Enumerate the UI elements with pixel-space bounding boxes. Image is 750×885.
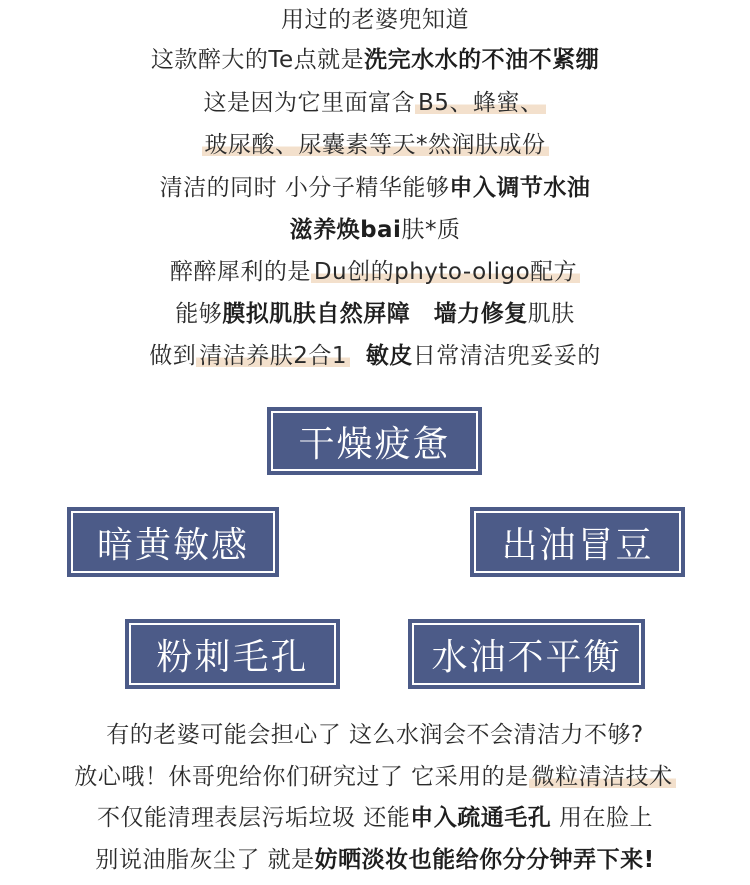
- bold-text: 膜拟肌肤自然屏障: [222, 301, 411, 327]
- tag-dry-tired: [267, 407, 482, 475]
- line-text: 用过的老婆兜知道: [281, 7, 469, 33]
- highlighted-text: B5、蜂蜜、: [415, 90, 546, 116]
- text-line-10: [0, 720, 750, 750]
- text-line-12: [0, 803, 750, 833]
- text-line-1: [0, 5, 750, 35]
- tag-oil-water-imbalance: [408, 619, 645, 689]
- line-text: 放心哦！休哥兜给你们研究过了 它采用的是: [74, 764, 529, 790]
- bold-text: 申入调节水油: [449, 175, 591, 201]
- bold-text: 墙力修复: [433, 301, 528, 327]
- bold-text: 洗完水水的不油不紧绷: [364, 47, 600, 73]
- highlighted-text: Du创的phyto-oligo配方: [311, 259, 580, 285]
- bold-text: 敏皮: [365, 343, 413, 369]
- line-text: 肌肤: [527, 301, 575, 327]
- text-line-2: [0, 45, 750, 75]
- highlighted-text: 玻尿酸、尿囊素等天*然润肤成份: [202, 132, 549, 158]
- tag-label: 粉刺毛孔: [129, 623, 336, 685]
- text-line-6: [0, 215, 750, 245]
- text-line-5: [0, 173, 750, 203]
- text-line-13: [0, 845, 750, 875]
- highlighted-text: 清洁养肤2合1: [196, 343, 350, 369]
- line-text: 这是因为它里面富含: [203, 90, 416, 116]
- text-line-4: [0, 130, 750, 160]
- bold-text: 滋养焕bai: [289, 217, 402, 243]
- highlighted-text: 微粒清洁技术: [529, 764, 676, 790]
- bold-text: 申入疏通毛孔: [410, 805, 552, 831]
- line-text: 有的老婆可能会担心了 这么水润会不会清洁力不够?: [106, 722, 644, 748]
- tag-label: 干燥疲惫: [271, 411, 478, 471]
- line-text: 别说油脂灰尘了 就是: [95, 847, 315, 873]
- tag-dull-sensitive: [67, 507, 279, 577]
- line-text: 用在脸上: [551, 805, 654, 831]
- tag-blackheads-pores: [125, 619, 340, 689]
- text-line-7: [0, 257, 750, 287]
- line-text: 这款醉大的Te点就是: [150, 47, 365, 73]
- line-text: 不仅能清理表层污垢垃圾 还能: [96, 805, 411, 831]
- bold-text: 妨晒淡妆也能给你分分钟弄下来!: [314, 847, 655, 873]
- line-text: 能够: [175, 301, 223, 327]
- text-line-9: [0, 341, 750, 371]
- text-line-8: [0, 299, 750, 329]
- text-line-3: [0, 88, 750, 118]
- line-text: 做到: [149, 343, 197, 369]
- line-text: 肤*质: [401, 217, 461, 243]
- tag-oily-acne: [470, 507, 685, 577]
- tag-label: 暗黄敏感: [71, 511, 275, 573]
- line-text: 清洁的同时 小分子精华能够: [159, 175, 450, 201]
- text-line-11: [0, 762, 750, 792]
- line-text: 日常清洁兜妥妥的: [412, 343, 601, 369]
- tag-label: 出油冒豆: [474, 511, 681, 573]
- tag-label: 水油不平衡: [412, 623, 641, 685]
- line-text: 醉醉犀利的是: [169, 259, 311, 285]
